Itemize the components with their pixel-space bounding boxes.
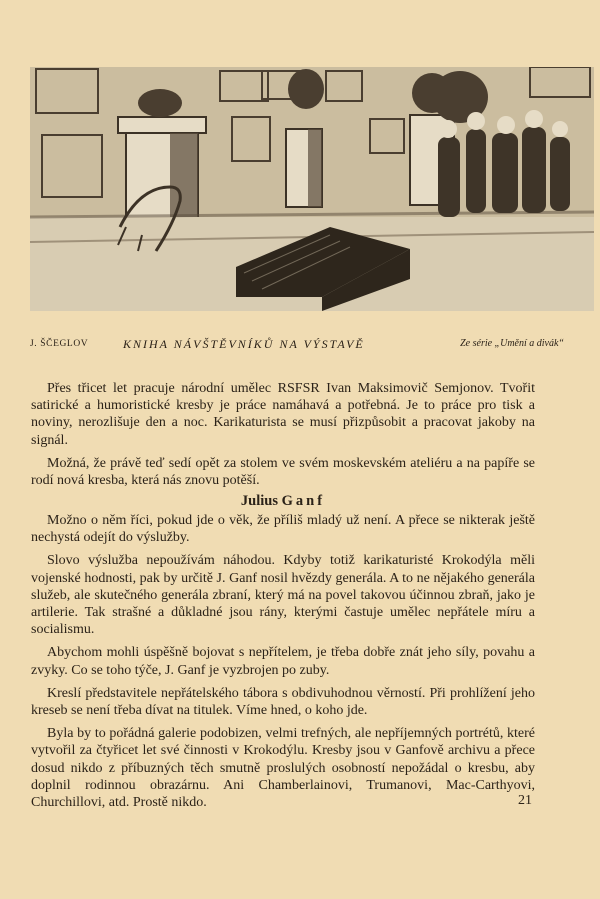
section-heading [31, 493, 535, 510]
sketch-drawing [30, 67, 594, 311]
caption-title: KNIHA NÁVŠTĚVNÍKŮ NA VÝSTAVĚ [123, 337, 365, 351]
heading-first-name: Julius [240, 493, 279, 509]
paragraph: Možno o něm říci, pokud jde o věk, že příliš mladý už není. A přece se nikterak ještě nechystá odejít do výslužby. [31, 513, 535, 546]
heading-last-name: Ganf [281, 493, 326, 509]
gallery-illustration [30, 67, 594, 311]
paragraph: Kreslí představitele nepřátelského tábora s obdivuhodnou věrností. Při prohlížení jeho kreseb se není třeba dívat na titulek. Víme hned, o koho jde. [31, 685, 535, 719]
page-number: 21 [518, 793, 532, 808]
paragraph: Byla by to pořádná galerie podobizen, velmi trefných, ale nepříjemných portrétů, které vytvořil za čtyřicet let své činnosti v Krokodýlu. Kresby jsou v Ganfově archivu a přece dosud nikdo z příbuzných těch smutně proslulých osobností nepožádal o kresbu, aby doplnil rodinnou obrazárnu. Ani Chamberlainovi, Trumanovi, Mac-Carthyovi, Churchillovi, atd. Prostě nikdo. [31, 726, 535, 811]
illustration-caption [30, 337, 564, 353]
paragraph: Možná, že právě teď sedí opět za stolem ve svém moskevském ateliéru a na papíře se rodí nová kresba, která nás znovu potěší. [31, 455, 535, 489]
article-body [31, 512, 535, 817]
paragraph: Slovo výslužba nepoužívám náhodou. Kdyby totiž karikaturisté Krokodýla měli vojenské hodnosti, pak by určitě J. Ganf nosil hvězdy generála. A to ne nějakého generála služeb, ale skutečného generála zbraní, který má na povel takovou účinnou zbraň, jako je artilerie. Tak strašné a důkladné jsou rány, kterými častuje umělec nepřátele míru a socialismu. [31, 553, 535, 638]
paragraph: Abychom mohli úspěšně bojovat s nepřítelem, je třeba dobře znát jeho síly, povahu a zvyky. Co se toho týče, J. Ganf je vyzbrojen po zuby. [31, 645, 535, 678]
paragraph: Přes třicet let pracuje národní umělec RSFSR Ivan Maksimovič Semjonov. Tvořit satirické a humoristické kresby je práce namáhavá a potřebná. Je to práce pro tisk a noviny, nerozlišuje den a noc. Karikaturista se musí přizpůsobit a pracovat jakoby na signál. [31, 381, 535, 448]
caption-author: J. ŠČEGLOV [30, 339, 89, 349]
caption-series: Ze série „Umění a divák“ [460, 338, 564, 349]
intro-text [31, 380, 535, 495]
